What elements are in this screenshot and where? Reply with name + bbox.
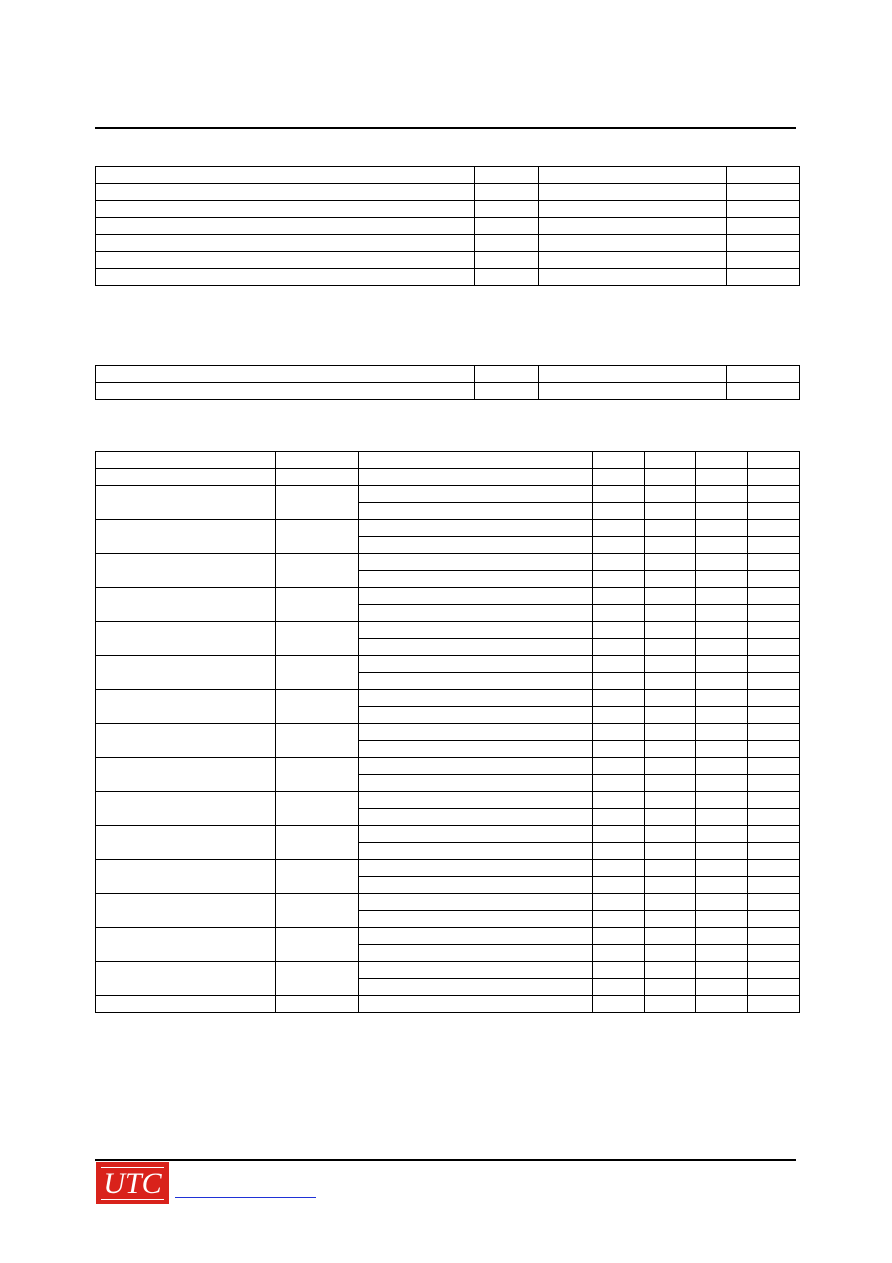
elec-condition-cell [359, 962, 593, 979]
elec-max-cell [696, 979, 748, 996]
elec-condition-cell [359, 605, 593, 622]
abs-max-cell [727, 235, 800, 252]
elec-condition-cell [359, 911, 593, 928]
elec-condition-cell [359, 639, 593, 656]
elec-min-cell [593, 537, 645, 554]
elec-condition-cell [359, 622, 593, 639]
elec-parameter-cell [96, 622, 276, 656]
thermal-cell [727, 383, 800, 400]
abs-max-row [96, 252, 800, 269]
abs-max-cell [475, 167, 539, 184]
elec-group-row [96, 486, 800, 503]
elec-min-cell [593, 792, 645, 809]
elec-condition-cell [359, 979, 593, 996]
elec-typ-cell [645, 979, 696, 996]
elec-max-cell [696, 724, 748, 741]
thermal-cell [96, 366, 475, 383]
abs-max-cell [475, 252, 539, 269]
elec-group-row [96, 792, 800, 809]
abs-max-cell [475, 184, 539, 201]
elec-parameter-cell [96, 894, 276, 928]
elec-max-cell [696, 928, 748, 945]
elec-unit-cell [748, 741, 800, 758]
elec-parameter-cell [96, 486, 276, 520]
elec-typ-cell [645, 724, 696, 741]
elec-typ-cell [645, 826, 696, 843]
utc-logo [96, 1162, 169, 1204]
abs-max-cell [475, 235, 539, 252]
elec-max-cell [696, 588, 748, 605]
thermal-row [96, 383, 800, 400]
elec-min-cell [593, 962, 645, 979]
elec-typ-cell [645, 656, 696, 673]
abs-max-row [96, 184, 800, 201]
elec-typ-cell [645, 758, 696, 775]
elec-group-row [96, 826, 800, 843]
elec-max-cell [696, 503, 748, 520]
footer-rule [95, 1159, 796, 1161]
elec-min-cell [593, 503, 645, 520]
elec-symbol-cell [276, 928, 359, 962]
elec-unit-cell [748, 809, 800, 826]
elec-parameter-cell [96, 962, 276, 996]
elec-typ-cell [645, 537, 696, 554]
elec-unit-cell [748, 605, 800, 622]
elec-condition-cell [359, 707, 593, 724]
elec-max-cell [696, 605, 748, 622]
elec-min-cell [593, 775, 645, 792]
elec-unit-cell [748, 503, 800, 520]
elec-typ-cell [645, 707, 696, 724]
abs-max-cell [727, 269, 800, 286]
elec-symbol-cell [276, 554, 359, 588]
thermal-cell [727, 366, 800, 383]
elec-parameter-cell [96, 928, 276, 962]
elec-max-cell [696, 877, 748, 894]
electrical-characteristics-table [95, 451, 800, 1013]
elec-max-cell [696, 792, 748, 809]
elec-unit-cell [748, 979, 800, 996]
elec-cell [276, 996, 359, 1013]
abs-max-cell [96, 184, 475, 201]
elec-unit-cell [748, 656, 800, 673]
abs-max-cell [96, 201, 475, 218]
elec-unit-cell [748, 690, 800, 707]
abs-max-row [96, 269, 800, 286]
elec-condition-cell [359, 809, 593, 826]
abs-max-cell [539, 201, 727, 218]
elec-cell [748, 996, 800, 1013]
header-rule [95, 127, 796, 129]
elec-condition-cell [359, 775, 593, 792]
abs-max-cell [539, 167, 727, 184]
thermal-cell [539, 366, 727, 383]
elec-min-cell [593, 554, 645, 571]
elec-condition-cell [359, 503, 593, 520]
elec-typ-cell [645, 622, 696, 639]
elec-max-cell [696, 775, 748, 792]
elec-typ-cell [645, 554, 696, 571]
elec-typ-cell [645, 962, 696, 979]
elec-condition-cell [359, 571, 593, 588]
absolute-maximum-ratings-table [95, 166, 800, 286]
elec-condition-cell [359, 588, 593, 605]
elec-condition-cell [359, 741, 593, 758]
elec-max-cell [696, 809, 748, 826]
abs-max-cell [539, 218, 727, 235]
elec-cell [96, 996, 276, 1013]
elec-min-cell [593, 724, 645, 741]
elec-max-cell [696, 622, 748, 639]
elec-min-cell [593, 673, 645, 690]
elec-unit-cell [748, 775, 800, 792]
elec-typ-cell [645, 877, 696, 894]
elec-symbol-cell [276, 622, 359, 656]
elec-max-cell [696, 690, 748, 707]
elec-typ-cell [645, 486, 696, 503]
elec-condition-cell [359, 554, 593, 571]
elec-typ-cell [645, 843, 696, 860]
elec-cell [276, 469, 359, 486]
elec-condition-cell [359, 724, 593, 741]
abs-max-cell [539, 252, 727, 269]
elec-cell [748, 469, 800, 486]
elec-unit-cell [748, 639, 800, 656]
abs-max-row [96, 235, 800, 252]
elec-min-cell [593, 911, 645, 928]
abs-max-cell [96, 252, 475, 269]
elec-typ-cell [645, 775, 696, 792]
elec-unit-cell [748, 724, 800, 741]
elec-max-cell [696, 945, 748, 962]
elec-symbol-cell [276, 724, 359, 758]
elec-unit-cell [748, 928, 800, 945]
elec-unit-cell [748, 707, 800, 724]
abs-max-cell [475, 218, 539, 235]
elec-condition-cell [359, 826, 593, 843]
elec-symbol-cell [276, 792, 359, 826]
elec-min-cell [593, 588, 645, 605]
elec-unit-cell [748, 622, 800, 639]
elec-header-cell [359, 452, 593, 469]
elec-header-cell [645, 452, 696, 469]
elec-symbol-cell [276, 860, 359, 894]
elec-unit-cell [748, 588, 800, 605]
elec-min-cell [593, 690, 645, 707]
elec-parameter-cell [96, 690, 276, 724]
elec-unit-cell [748, 673, 800, 690]
elec-max-cell [696, 656, 748, 673]
elec-unit-cell [748, 860, 800, 877]
abs-max-cell [96, 269, 475, 286]
elec-condition-cell [359, 928, 593, 945]
elec-header-cell [276, 452, 359, 469]
elec-group-row [96, 894, 800, 911]
elec-cell [696, 469, 748, 486]
elec-row [96, 996, 800, 1013]
elec-condition-cell [359, 877, 593, 894]
thermal-data-table [95, 365, 800, 400]
abs-max-cell [96, 218, 475, 235]
elec-cell [645, 469, 696, 486]
elec-symbol-cell [276, 588, 359, 622]
elec-min-cell [593, 622, 645, 639]
elec-typ-cell [645, 741, 696, 758]
elec-min-cell [593, 741, 645, 758]
elec-min-cell [593, 639, 645, 656]
elec-unit-cell [748, 945, 800, 962]
elec-cell [696, 996, 748, 1013]
elec-condition-cell [359, 656, 593, 673]
elec-max-cell [696, 571, 748, 588]
elec-typ-cell [645, 639, 696, 656]
elec-parameter-cell [96, 554, 276, 588]
elec-unit-cell [748, 554, 800, 571]
elec-unit-cell [748, 537, 800, 554]
elec-group-row [96, 962, 800, 979]
elec-min-cell [593, 860, 645, 877]
elec-cell [645, 996, 696, 1013]
abs-max-cell [727, 201, 800, 218]
abs-max-cell [475, 201, 539, 218]
elec-unit-cell [748, 877, 800, 894]
elec-group-row [96, 588, 800, 605]
elec-symbol-cell [276, 520, 359, 554]
abs-max-row [96, 167, 800, 184]
elec-symbol-cell [276, 962, 359, 996]
elec-min-cell [593, 656, 645, 673]
elec-header-cell [593, 452, 645, 469]
elec-group-row [96, 520, 800, 537]
abs-max-cell [475, 269, 539, 286]
elec-min-cell [593, 877, 645, 894]
elec-condition-cell [359, 690, 593, 707]
website-link[interactable] [175, 1185, 316, 1198]
elec-unit-cell [748, 894, 800, 911]
abs-max-row [96, 201, 800, 218]
elec-min-cell [593, 707, 645, 724]
elec-cell [359, 996, 593, 1013]
elec-unit-cell [748, 792, 800, 809]
elec-unit-cell [748, 758, 800, 775]
elec-condition-cell [359, 673, 593, 690]
abs-max-cell [727, 252, 800, 269]
elec-group-row [96, 656, 800, 673]
elec-typ-cell [645, 605, 696, 622]
elec-typ-cell [645, 860, 696, 877]
elec-typ-cell [645, 792, 696, 809]
abs-max-cell [96, 235, 475, 252]
elec-typ-cell [645, 588, 696, 605]
elec-typ-cell [645, 690, 696, 707]
elec-typ-cell [645, 928, 696, 945]
thermal-cell [539, 383, 727, 400]
elec-min-cell [593, 894, 645, 911]
elec-min-cell [593, 928, 645, 945]
elec-group-row [96, 622, 800, 639]
elec-condition-cell [359, 520, 593, 537]
elec-parameter-cell [96, 860, 276, 894]
abs-max-row [96, 218, 800, 235]
elec-typ-cell [645, 945, 696, 962]
elec-max-cell [696, 894, 748, 911]
elec-cell [593, 996, 645, 1013]
thermal-cell [96, 383, 475, 400]
elec-unit-cell [748, 571, 800, 588]
elec-symbol-cell [276, 894, 359, 928]
elec-header-cell [696, 452, 748, 469]
elec-max-cell [696, 707, 748, 724]
elec-min-cell [593, 571, 645, 588]
elec-unit-cell [748, 962, 800, 979]
elec-parameter-cell [96, 826, 276, 860]
elec-header-cell [96, 452, 276, 469]
elec-symbol-cell [276, 758, 359, 792]
elec-symbol-cell [276, 656, 359, 690]
elec-cell [96, 469, 276, 486]
elec-max-cell [696, 673, 748, 690]
elec-max-cell [696, 486, 748, 503]
elec-group-row [96, 724, 800, 741]
abs-max-cell [539, 184, 727, 201]
elec-typ-cell [645, 571, 696, 588]
elec-unit-cell [748, 826, 800, 843]
abs-max-cell [539, 269, 727, 286]
elec-typ-cell [645, 673, 696, 690]
abs-max-cell [96, 167, 475, 184]
elec-symbol-cell [276, 486, 359, 520]
abs-max-cell [727, 218, 800, 235]
elec-max-cell [696, 962, 748, 979]
abs-max-cell [539, 235, 727, 252]
elec-condition-cell [359, 537, 593, 554]
elec-max-cell [696, 758, 748, 775]
elec-unit-cell [748, 520, 800, 537]
elec-min-cell [593, 758, 645, 775]
elec-parameter-cell [96, 724, 276, 758]
elec-min-cell [593, 826, 645, 843]
elec-min-cell [593, 979, 645, 996]
elec-typ-cell [645, 911, 696, 928]
elec-condition-cell [359, 945, 593, 962]
elec-max-cell [696, 741, 748, 758]
elec-typ-cell [645, 520, 696, 537]
elec-condition-cell [359, 792, 593, 809]
abs-max-cell [727, 167, 800, 184]
elec-header-cell [748, 452, 800, 469]
elec-typ-cell [645, 503, 696, 520]
elec-cell [359, 469, 593, 486]
elec-min-cell [593, 809, 645, 826]
elec-unit-cell [748, 843, 800, 860]
thermal-cell [475, 366, 539, 383]
elec-symbol-cell [276, 690, 359, 724]
elec-parameter-cell [96, 520, 276, 554]
elec-max-cell [696, 554, 748, 571]
elec-max-cell [696, 520, 748, 537]
elec-condition-cell [359, 894, 593, 911]
elec-typ-cell [645, 809, 696, 826]
elec-condition-cell [359, 758, 593, 775]
elec-unit-cell [748, 911, 800, 928]
elec-min-cell [593, 605, 645, 622]
elec-header-row [96, 452, 800, 469]
elec-min-cell [593, 486, 645, 503]
elec-parameter-cell [96, 656, 276, 690]
elec-parameter-cell [96, 758, 276, 792]
elec-group-row [96, 554, 800, 571]
elec-typ-cell [645, 894, 696, 911]
thermal-cell [475, 383, 539, 400]
elec-group-row [96, 758, 800, 775]
elec-group-row [96, 928, 800, 945]
thermal-row [96, 366, 800, 383]
logo-text: UTC [103, 1166, 162, 1200]
elec-cell [593, 469, 645, 486]
elec-max-cell [696, 911, 748, 928]
elec-max-cell [696, 537, 748, 554]
elec-max-cell [696, 826, 748, 843]
elec-max-cell [696, 860, 748, 877]
elec-min-cell [593, 520, 645, 537]
elec-max-cell [696, 843, 748, 860]
elec-group-row [96, 690, 800, 707]
elec-condition-cell [359, 486, 593, 503]
elec-condition-cell [359, 860, 593, 877]
elec-min-cell [593, 843, 645, 860]
elec-unit-cell [748, 486, 800, 503]
elec-parameter-cell [96, 588, 276, 622]
abs-max-cell [727, 184, 800, 201]
elec-symbol-cell [276, 826, 359, 860]
elec-group-row [96, 860, 800, 877]
elec-parameter-cell [96, 792, 276, 826]
elec-max-cell [696, 639, 748, 656]
elec-row [96, 469, 800, 486]
elec-min-cell [593, 945, 645, 962]
elec-condition-cell [359, 843, 593, 860]
